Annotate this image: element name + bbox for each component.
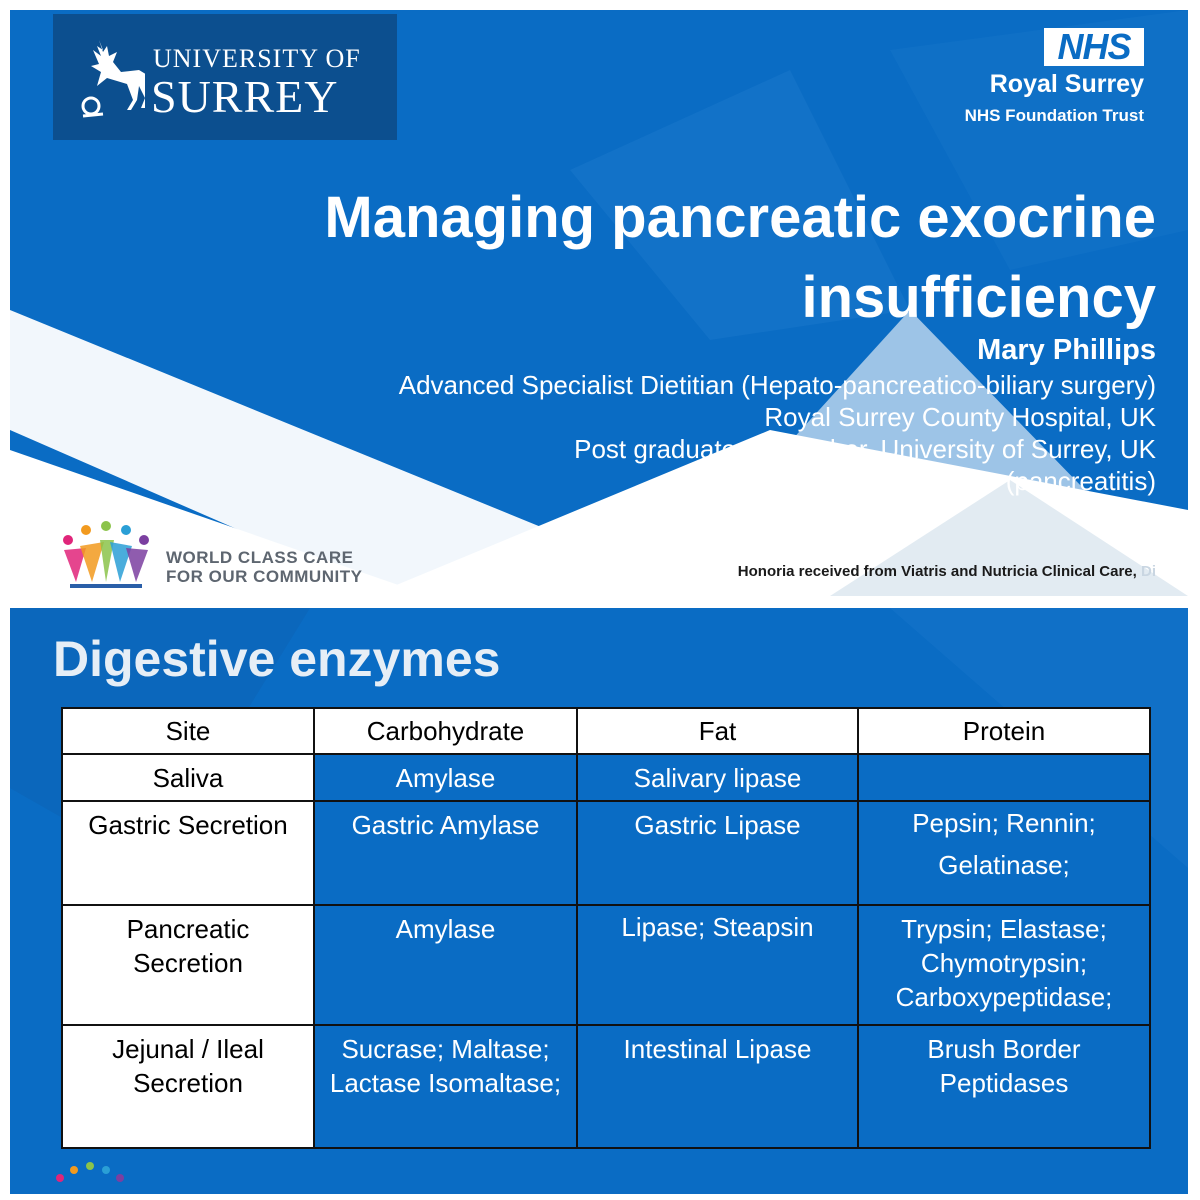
slogan-line1: WORLD CLASS CARE — [166, 548, 354, 567]
crown-icon — [56, 518, 156, 594]
protein-cell: Trypsin; Elastase; Chymotrypsin; Carboxypeptidase; — [858, 905, 1150, 1025]
site-cell: Saliva — [62, 754, 314, 801]
carbohydrate-cell: Gastric Amylase — [314, 801, 577, 905]
stag-icon — [69, 32, 145, 124]
crown-icon — [52, 1160, 132, 1194]
header-carbohydrate: Carbohydrate — [314, 708, 577, 754]
presenter-panel: NICE expert panel member (pancreatitis) — [683, 466, 1156, 496]
trust-subtitle: NHS Foundation Trust — [964, 106, 1144, 125]
university-name-line2: SURREY — [151, 71, 339, 122]
header-protein: Protein — [858, 708, 1150, 754]
nhs-logo: NHS — [1044, 28, 1144, 66]
presenter-role: Advanced Specialist Dietitian (Hepato-pancreatico-biliary surgery) — [398, 370, 1156, 400]
trust-name: Royal Surrey — [989, 70, 1144, 98]
fat-cell: Lipase; Steapsin — [577, 905, 858, 1025]
header-fat: Fat — [577, 708, 858, 754]
fat-cell: Intestinal Lipase — [577, 1025, 858, 1148]
university-logo — [53, 14, 397, 140]
fat-cell: Gastric Lipase — [577, 801, 858, 905]
presenter-research: Post graduate researcher, University of Surrey, UK — [574, 434, 1156, 464]
enzymes-slide — [10, 608, 1188, 1194]
slogan-line2: FOR OUR COMMUNITY — [166, 567, 363, 586]
presenter-name: Mary Phillips — [977, 334, 1156, 366]
carbohydrate-cell: Sucrase; Maltase; Lactase Isomaltase; — [314, 1025, 577, 1148]
site-cell: Pancreatic Secretion — [62, 905, 314, 1025]
title-slide — [10, 10, 1188, 596]
disclosure-main: Honoria received from Viatris and Nutricia Clinical Care, — [737, 563, 1137, 580]
fat-cell: Salivary lipase — [577, 754, 858, 801]
disclosure-text — [738, 563, 1156, 580]
table-header-row — [62, 708, 1150, 754]
header-site: Site — [62, 708, 314, 754]
slide-title: Managing pancreatic exocrine insufficiency — [324, 185, 1156, 330]
slide-title: Digestive enzymes — [53, 631, 501, 687]
presenter-affiliation: Royal Surrey County Hospital, UK — [764, 402, 1156, 432]
site-cell: Gastric Secretion — [62, 801, 314, 905]
carbohydrate-cell: Amylase — [314, 905, 577, 1025]
university-name-line1: UNIVERSITY OF — [153, 44, 361, 73]
protein-cell: Brush Border Peptidases — [858, 1025, 1150, 1148]
protein-cell — [858, 754, 1150, 801]
carbohydrate-cell: Amylase — [314, 754, 577, 801]
table-row — [62, 905, 1150, 1025]
protein-cell: Pepsin; Rennin; Gelatinase; — [858, 801, 1150, 905]
enzymes-table — [61, 707, 1151, 1149]
site-cell: Jejunal / Ileal Secretion — [62, 1025, 314, 1148]
table-row — [62, 754, 1150, 801]
table-row — [62, 801, 1150, 905]
table-row — [62, 1025, 1150, 1148]
disclosure-tail: Di — [1141, 563, 1156, 580]
